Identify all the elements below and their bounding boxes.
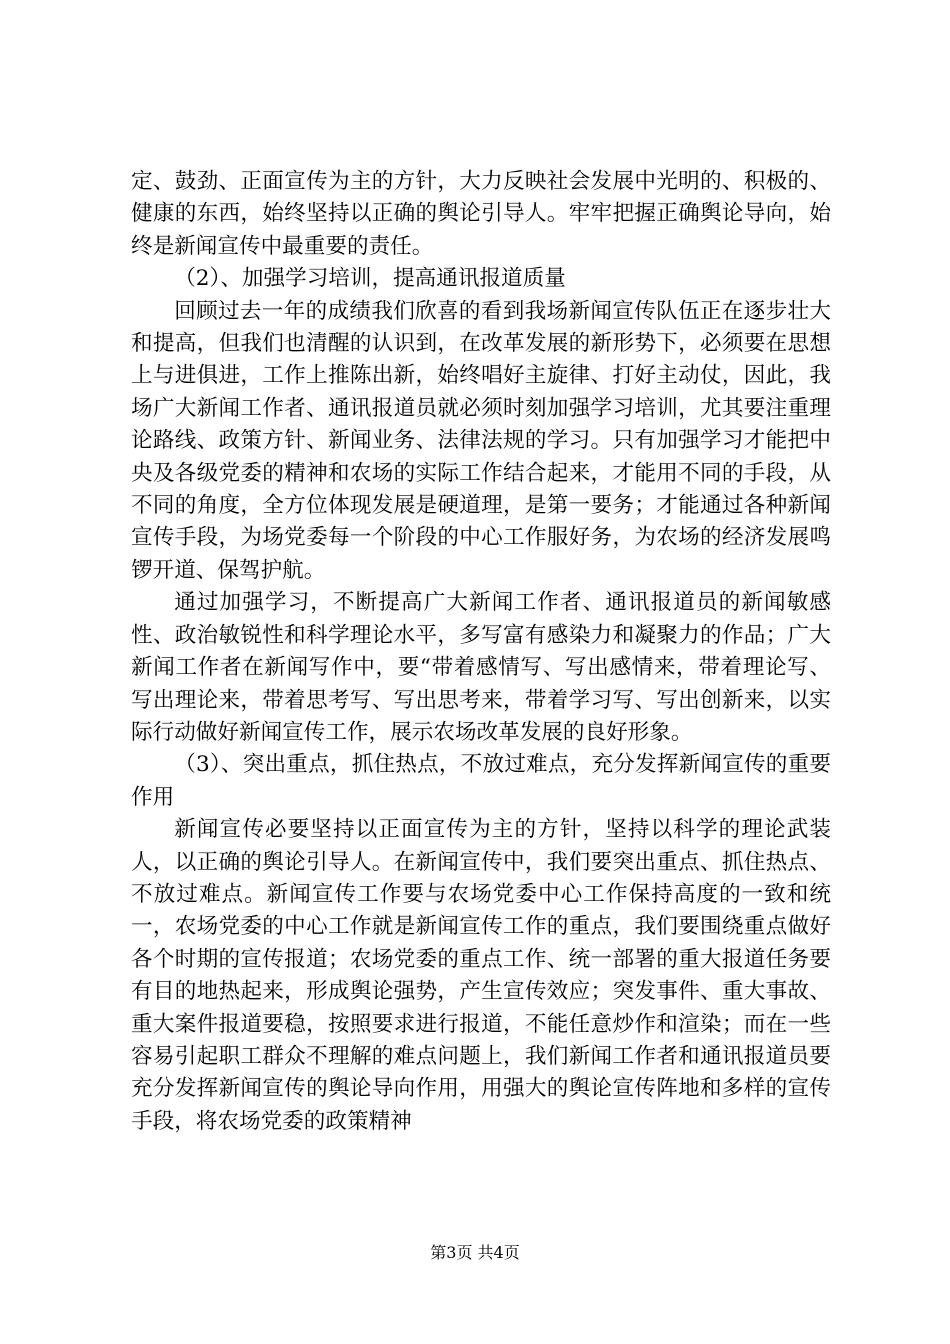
paragraph-4: 通过加强学习，不断提高广大新闻工作者、通讯报道员的新闻敏感性、政治敏锐性和科学理论水平，多写富有感染力和凝聚力的作品；广大新闻工作者在新闻写作中，要“带着感情写、写出感情来，带着理论写、写出理论来，带着思考写、写出思考来，带着学习写、写出创新来，以实际行动做好新闻宣传工作，展示农场改革发展的良好形象。: [131, 590, 831, 745]
paragraph-6: 新闻宣传必要坚持以正面宣传为主的方针，坚持以科学的理论武装人，以正确的舆论引导人。在新闻宣传中，我们要突出重点、抓住热点、不放过难点。新闻宣传工作要与农场党委中心工作保持高度的一致和统一，农场党委的中心工作就是新闻宣传工作的重点，我们要围绕重点做好各个时期的宣传报道；农场党委的重点工作、统一部署的重大报道任务要有目的地热起来，形成舆论强势，产生宣传效应；突发事件、重大事故、重大案件报道要稳，按照要求进行报道，不能任意炒作和渲染；而在一些容易引起职工群众不理解的难点问题上，我们新闻工作者和通讯报道员要充分发挥新闻宣传的舆论导向作用，用强大的舆论宣传阵地和多样的宣传手段，将农场党委的政策精神: [131, 817, 831, 1134]
section-heading-2: （2）、加强学习培训，提高通讯报道质量: [174, 266, 566, 292]
paragraph-3: 回顾过去一年的成绩我们欣喜的看到我场新闻宣传队伍正在逐步壮大和提高，但我们也清醒的认识到，在改革发展的新形势下，必须要在思想上与进俱进，工作上推陈出新，始终唱好主旋律、打好主动仗，因此，我场广大新闻工作者、通讯报道员就必须时刻加强学习培训，尤其要注重理论路线、政策方针、新闻业务、法律法规的学习。只有加强学习才能把中央及各级党委的精神和农场的实际工作结合起来，才能用不同的手段，从不同的角度，全方位体现发展是硬道理，是第一要务；才能通过各种新闻宣传手段，为场党委每一个阶段的中心工作服好务，为农场的经济发展鸣锣开道、保驾护航。: [131, 298, 831, 583]
document-body: [131, 166, 831, 1138]
section-heading-3: （3）、突出重点，抓住热点，不放过难点，充分发挥新闻宣传的重要作用: [131, 752, 831, 810]
page-footer: [0, 1242, 950, 1264]
paragraph-1: 定、鼓劲、正面宣传为主的方针，大力反映社会发展中光明的、积极的、健康的东西，始终坚持以正确的舆论引导人。牢牢把握正确舆论导向，始终是新闻宣传中最重要的责任。: [131, 169, 831, 259]
page-number-label: 第3页 共4页: [430, 1243, 520, 1262]
